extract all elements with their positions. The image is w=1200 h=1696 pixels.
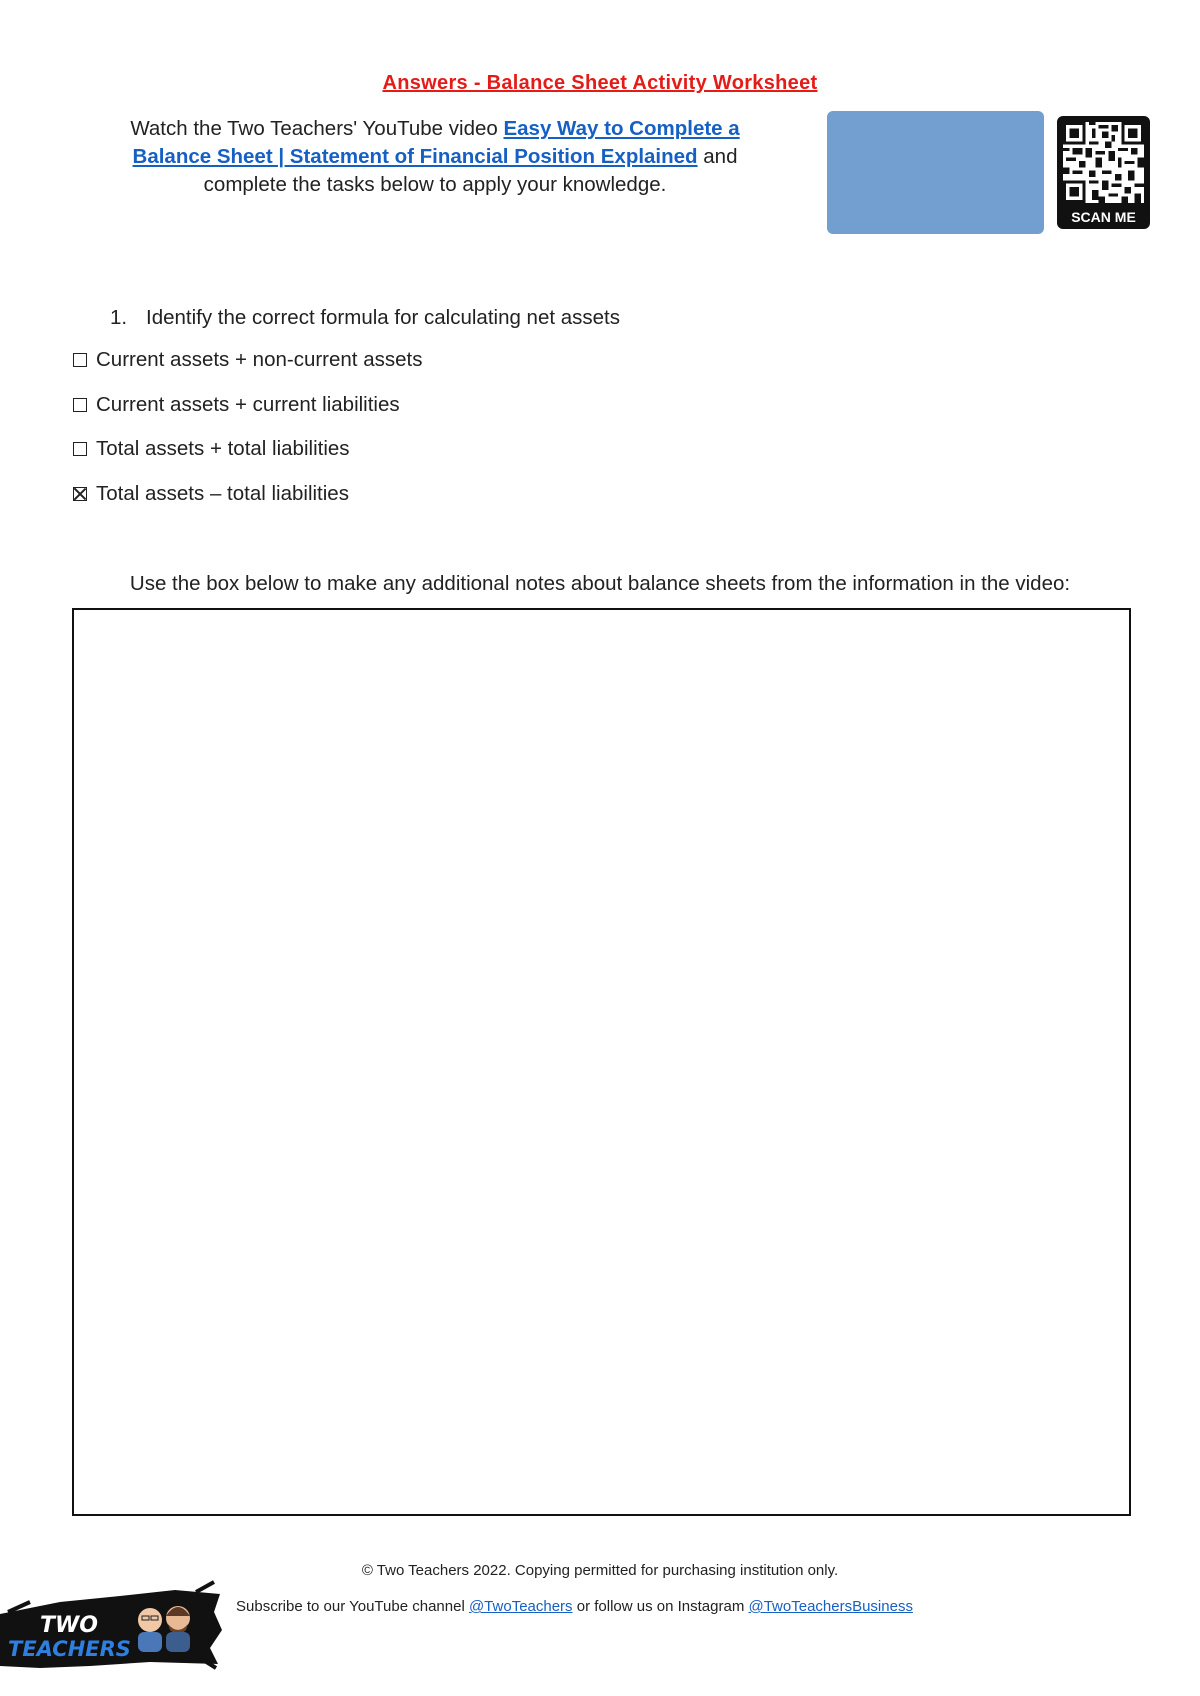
checkbox-checked-icon[interactable] <box>73 487 87 501</box>
youtube-handle-link[interactable]: @TwoTeachers <box>468 1598 573 1615</box>
answer-option[interactable] <box>73 482 422 527</box>
intro-text-before: Watch the Two Teachers' YouTube video <box>130 117 504 140</box>
video-thumbnail[interactable] <box>827 111 1044 234</box>
subscribe-line <box>236 1598 913 1615</box>
two-teachers-logo <box>0 1572 222 1672</box>
option-label: Current assets + current liabilities <box>96 392 400 416</box>
checkbox-unchecked-icon[interactable] <box>73 353 87 367</box>
notes-box[interactable] <box>72 608 1131 1516</box>
question-text: Identify the correct formula for calculating net assets <box>146 306 621 329</box>
option-label: Total assets – total liabilities <box>96 481 349 505</box>
follow-text: or follow us on Instagram <box>572 1598 749 1615</box>
answer-option[interactable] <box>73 437 422 482</box>
qr-code <box>1057 116 1150 229</box>
copyright-notice: © Two Teachers 2022. Copying permitted for purchasing institution only. <box>361 1562 839 1579</box>
subscribe-text: Subscribe to our YouTube channel <box>236 1598 469 1615</box>
video-link[interactable]: Easy Way to Complete a Balance Sheet | Statement of Financial Position Explained <box>132 117 740 168</box>
worksheet-title: Answers - Balance Sheet Activity Worksheet <box>382 72 818 94</box>
qr-label: SCAN ME <box>1071 209 1136 225</box>
svg-text:TEACHERS: TEACHERS <box>8 1637 131 1661</box>
checkbox-unchecked-icon[interactable] <box>73 398 87 412</box>
checkbox-unchecked-icon[interactable] <box>73 442 87 456</box>
intro-paragraph <box>90 115 780 199</box>
answer-option[interactable] <box>73 393 422 438</box>
question-number: 1. <box>110 306 128 329</box>
instagram-handle-link[interactable]: @TwoTeachersBusiness <box>748 1598 913 1615</box>
answer-option[interactable] <box>73 348 422 393</box>
answer-options <box>73 348 422 526</box>
svg-text:TWO: TWO <box>40 1613 98 1638</box>
intro-text-after: and complete the tasks below to apply your knowledge. <box>203 145 738 196</box>
question-1 <box>110 306 620 330</box>
notes-prompt: Use the box below to make any additional notes about balance sheets from the information in the video: <box>129 572 1071 595</box>
option-label: Total assets + total liabilities <box>96 437 350 460</box>
qr-code-icon <box>1063 122 1144 203</box>
option-label: Current assets + non-current assets <box>96 348 423 371</box>
